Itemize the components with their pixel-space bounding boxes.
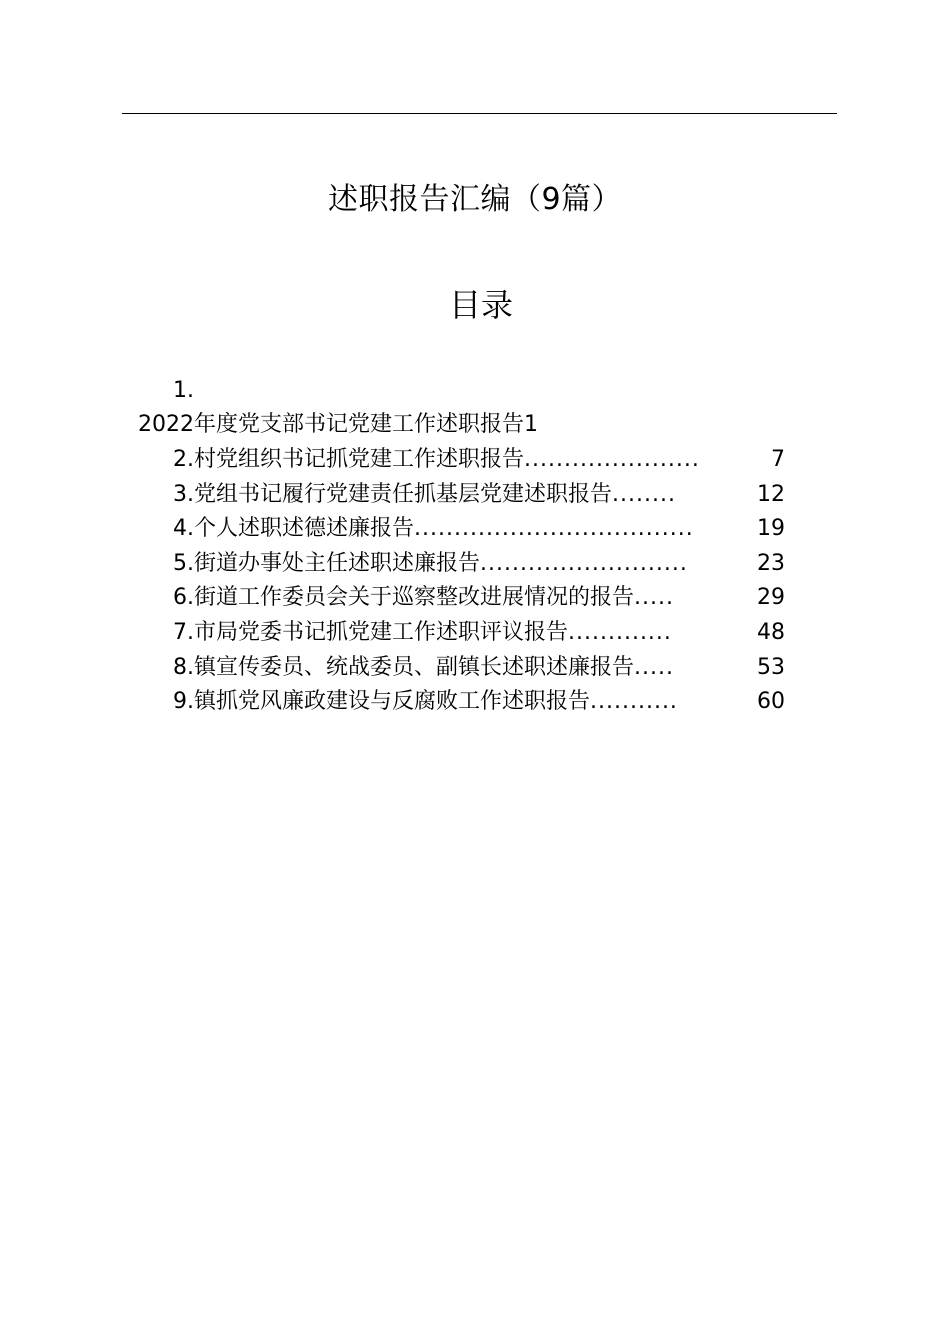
toc-entry-page: 7: [771, 447, 785, 472]
toc-entry-title: 9.镇抓党风廉政建设与反腐败工作述职报告: [173, 689, 590, 715]
toc-entry[interactable]: [173, 583, 785, 618]
toc-entry-page: 23: [757, 550, 785, 576]
toc-entry[interactable]: [173, 653, 785, 688]
toc-entry-leader: ...................................: [414, 516, 694, 542]
toc-heading: 目录: [448, 286, 513, 324]
toc-entry-leader: .....: [634, 654, 674, 680]
toc-entry-title: 8.镇宣传委员、统战委员、副镇长述职述廉报告: [173, 654, 634, 680]
toc-first-entry-title[interactable]: 2022年度党支部书记党建工作述职报告1: [138, 412, 538, 437]
toc-entry[interactable]: [173, 687, 785, 722]
toc-first-entry-number: 1.: [173, 378, 194, 403]
toc-entry-leader: .....: [634, 585, 674, 611]
document-title: 述职报告汇编（9篇）: [327, 182, 623, 217]
toc-entry-leader: ........: [612, 481, 676, 507]
toc-entry[interactable]: [173, 514, 785, 549]
header-rule: [122, 113, 837, 114]
toc-entry-title: 4.个人述职述德述廉报告: [173, 516, 414, 542]
toc-entry-title: 2.村党组织书记抓党建工作述职报告: [173, 447, 524, 472]
toc-entry-leader: ......................: [524, 447, 700, 472]
toc-entry-leader: .............: [568, 619, 672, 645]
toc-entry-title: 6.街道工作委员会关于巡察整改进展情况的报告: [173, 585, 634, 611]
toc-entry-page: 29: [757, 585, 785, 611]
toc-entry-title: 5.街道办事处主任述职述廉报告: [173, 550, 480, 576]
toc-entry-title: 7.市局党委书记抓党建工作述职评议报告: [173, 619, 568, 645]
toc-entry[interactable]: [173, 549, 785, 584]
toc-entry-page: 19: [757, 516, 785, 542]
toc-entry-page: 53: [757, 654, 785, 680]
toc-entry[interactable]: [173, 445, 785, 480]
toc-entry-leader: ..........................: [480, 550, 688, 576]
toc-entry-title: 3.党组书记履行党建责任抓基层党建述职报告: [173, 481, 612, 507]
toc-entry-page: 12: [757, 481, 785, 507]
toc-entry-page: 60: [757, 689, 785, 715]
toc-list: [173, 445, 785, 722]
toc-entry-page: 48: [757, 619, 785, 645]
toc-entry-leader: ...........: [590, 689, 678, 715]
toc-entry[interactable]: [173, 618, 785, 653]
toc-entry[interactable]: [173, 480, 785, 515]
